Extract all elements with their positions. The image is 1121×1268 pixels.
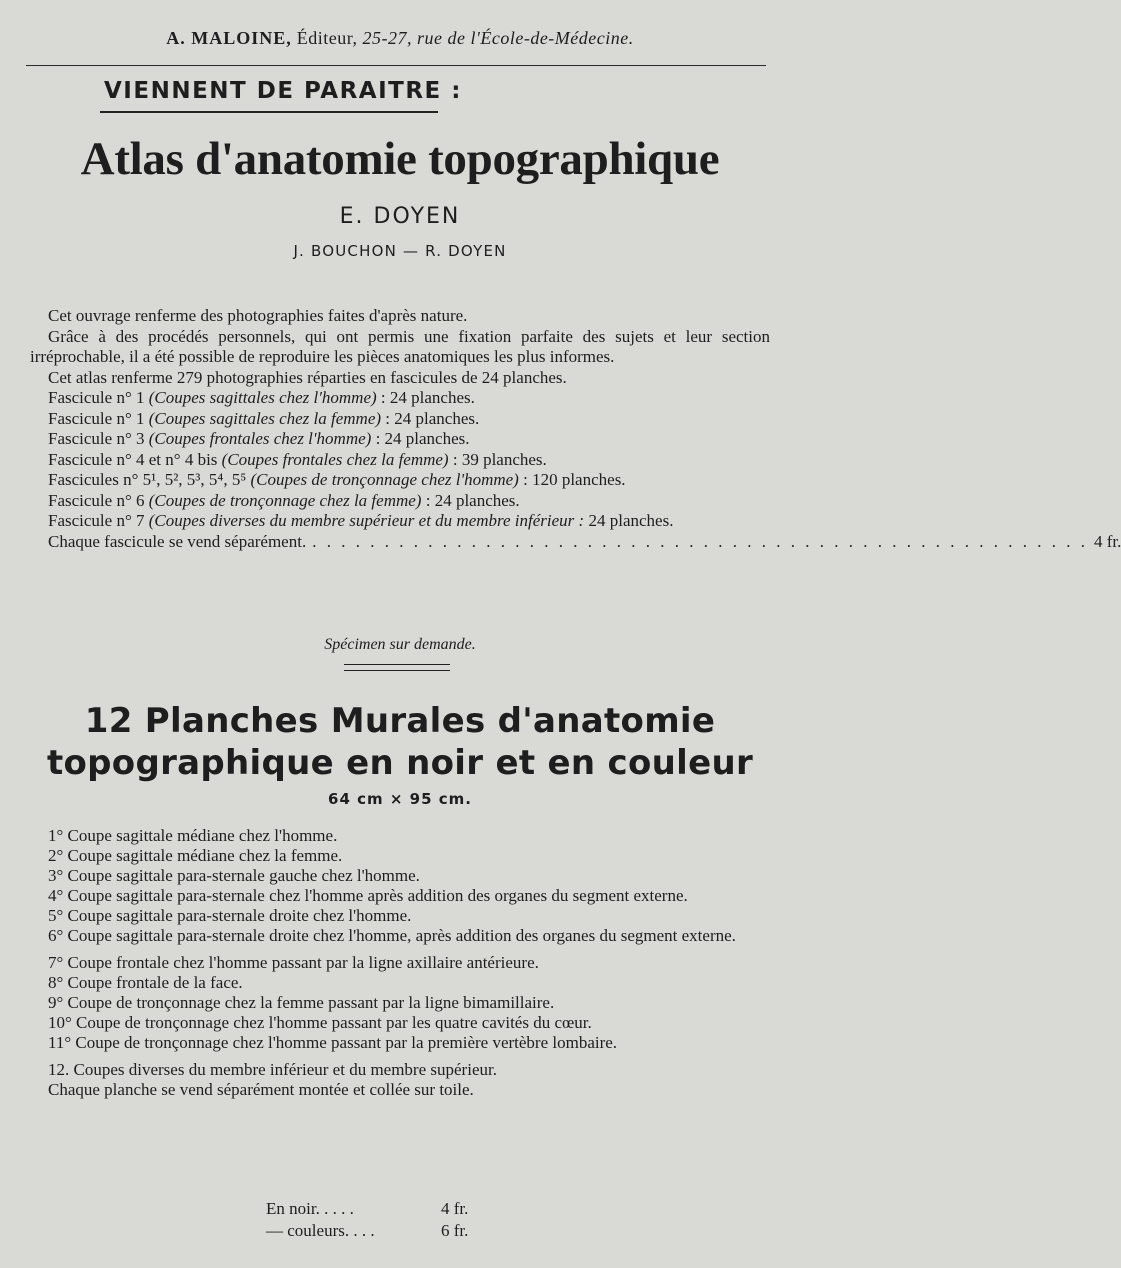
fascicule-price: 4 fr. [1093, 531, 1121, 551]
fascicule-price-label: Chaque fascicule se vend séparément. [48, 531, 307, 551]
price-noir: 4 fr. [441, 1199, 469, 1218]
planche-item: 2° Coupe sagittale médiane chez la femme. [48, 846, 343, 865]
atlas-paragraph: Cet atlas renferme 279 photographies réparties en fascicules de 24 planches. [48, 367, 567, 387]
planche-item: 12. Coupes diverses du membre inférieur et du membre supérieur. [48, 1060, 497, 1079]
planches-prices [266, 1198, 526, 1242]
planche-item: 11° Coupe de tronçonnage chez l'homme passant par la première vertèbre lombaire. [48, 1033, 618, 1052]
price-noir-label: En noir. . . . . [266, 1199, 354, 1218]
fascicule-item: Fascicule n° 6 (Coupes de tronçonnage chez la femme) : 24 planches. [48, 490, 520, 510]
atlas-coauthors: J. BOUCHON — R. DOYEN [293, 242, 507, 260]
fascicule-list [30, 388, 770, 532]
fascicule-item: Fascicule n° 7 (Coupes diverses du membre supérieur et du membre inférieur : 24 planches. [48, 511, 674, 530]
planche-mounting-note: Chaque planche se vend séparément montée et collée sur toile. [48, 1080, 474, 1099]
banner-underline [100, 111, 438, 113]
atlas-paragraph: Cet ouvrage renferme des photographies faites d'après nature. [48, 306, 468, 325]
fascicule-item: Fascicule n° 1 (Coupes sagittales chez l'homme) : 24 planches. [48, 388, 475, 407]
atlas-description [30, 306, 1121, 552]
publisher-header [0, 28, 800, 49]
specimen-note: Spécimen sur demande. [324, 636, 476, 653]
fascicule-item: Fascicule n° 3 (Coupes frontales chez l'homme) : 24 planches. [48, 429, 470, 448]
publisher-address: 25-27, rue de l'École-de-Médecine. [362, 28, 634, 48]
fascicule-item: Fascicule n° 4 et n° 4 bis (Coupes frontales chez la femme) : 39 planches. [48, 449, 547, 469]
planche-item: 1° Coupe sagittale médiane chez l'homme. [48, 826, 338, 845]
price-couleur-label: — couleurs. . . . [266, 1221, 375, 1240]
header-rule [26, 65, 766, 66]
planche-item: 4° Coupe sagittale para-sternale chez l'homme après addition des organes du segment externe. [48, 886, 688, 905]
planche-item: 8° Coupe frontale de la face. [48, 973, 243, 992]
planche-item: 7° Coupe frontale chez l'homme passant par la ligne axillaire antérieure. [48, 953, 539, 972]
planches-title [0, 700, 800, 784]
atlas-paragraph: Grâce à des procédés personnels, qui ont permis une fixation parfaite des sujets et leur section irréprochable, il a été possible de reproduire les pièces anatomiques les plus informes. [30, 326, 770, 366]
publisher-role: Éditeur, [296, 28, 358, 48]
planche-item: 10° Coupe de tronçonnage chez l'homme passant par les quatre cavités du cœur. [48, 1013, 592, 1032]
planches-dimensions: 64 cm × 95 cm. [328, 790, 472, 808]
leader-dots: . . . . . . . . . . . . . . . . . . . . . . . . . . . . . . . . . . . . . . . . . . . . . . . . . . . . . . [312, 531, 1088, 551]
planches-title-line: topographique en noir et en couleur [46, 743, 754, 783]
planche-item: 5° Coupe sagittale para-sternale droite chez l'homme. [48, 906, 412, 925]
price-row-couleur [266, 1220, 526, 1242]
atlas-author: E. DOYEN [339, 204, 461, 229]
section-divider [344, 664, 450, 671]
planche-item: 3° Coupe sagittale para-sternale gauche chez l'homme. [48, 866, 420, 885]
price-row-noir [266, 1198, 526, 1220]
planche-item: 9° Coupe de tronçonnage chez la femme passant par la ligne bimamillaire. [48, 993, 555, 1012]
banner-heading: VIENNENT DE PARAITRE : [104, 78, 462, 104]
planche-item: 6° Coupe sagittale para-sternale droite chez l'homme, après addition des organes du segment externe. [48, 926, 736, 945]
atlas-title: Atlas d'anatomie topographique [80, 133, 720, 185]
fascicule-item: Fascicule n° 1 (Coupes sagittales chez la femme) : 24 planches. [48, 408, 480, 428]
price-couleur: 6 fr. [441, 1221, 469, 1240]
fascicule-price-line [30, 531, 1121, 553]
fascicule-item: Fascicules n° 5¹, 5², 5³, 5⁴, 5⁵ (Coupes de tronçonnage chez l'homme) : 120 planches. [48, 470, 626, 489]
planches-list [30, 826, 772, 1100]
publisher-name: A. MALOINE, [166, 28, 292, 48]
planches-title-line: 12 Planches Murales d'anatomie [84, 701, 716, 741]
